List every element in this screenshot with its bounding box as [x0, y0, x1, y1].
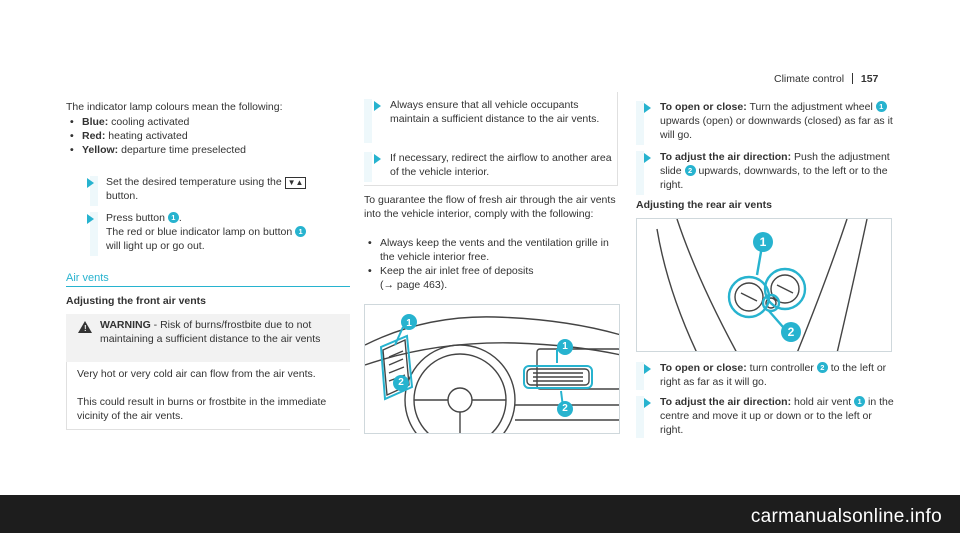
- callout-2: 2: [685, 165, 696, 176]
- step-redirect: If necessary, redirect the airflow to another area of the vehicle interior.: [364, 152, 614, 182]
- guarantee-list: [368, 237, 620, 292]
- step-press-button: Press button 1 . The red or blue indicator lamp on button 1 will light up or go out.: [90, 212, 350, 256]
- callout-2: 2: [817, 362, 828, 373]
- list-item: • Keep the air inlet free of deposits (→ page 463).: [368, 264, 534, 291]
- step-arrow-icon: [644, 103, 651, 113]
- page-number: 157: [860, 73, 879, 85]
- list-item: • Red: heating activated: [70, 129, 188, 142]
- step-arrow-icon: [87, 178, 94, 188]
- colour-list: [70, 116, 346, 158]
- header-divider: [852, 73, 853, 84]
- step-set-temperature: Set the desired temperature using the ▼▲ button.: [90, 176, 350, 206]
- colour-intro: The indicator lamp colours mean the following:: [66, 101, 283, 113]
- rear-vents-illustration: [636, 218, 892, 352]
- list-item: • Blue: cooling activated: [70, 116, 190, 128]
- list-item: • Yellow: departure time preselected: [70, 143, 247, 156]
- step-open-close-front: To open or close: Turn the adjustment wheel 1 upwards (open) or downwards (closed) as far as it will go.: [636, 101, 896, 145]
- step-arrow-icon: [87, 214, 94, 224]
- step-arrow-icon: [374, 154, 381, 164]
- callout-2: 2: [393, 375, 409, 391]
- callout-2: 2: [557, 401, 573, 417]
- warning-text: - Risk of burns/frostbite due to not maintaining a sufficient distance to the air vents: [100, 319, 321, 345]
- callout-1: 1: [295, 226, 306, 237]
- running-header: [774, 73, 878, 87]
- callout-2: 2: [781, 322, 801, 342]
- step-open-close-rear: To open or close: turn controller 2 to the left or right as far as it will go.: [636, 362, 896, 390]
- warning-detail: Very hot or very cold air can flow from the air vents. This could result in burns or frostbite in the immediate vicinity of the air vents.: [66, 362, 350, 430]
- page-reference-link[interactable]: (→ page 463).: [380, 278, 448, 291]
- subheading: Adjusting the front air vents: [66, 295, 207, 307]
- section-title: Air vents: [66, 272, 109, 284]
- step-direction-rear: To adjust the air direction: hold air vent 1 in the centre and move it up or down or to the left or right.: [636, 396, 896, 438]
- callout-1: 1: [401, 314, 417, 330]
- warning-label: WARNING: [100, 319, 151, 331]
- footer-bar: [0, 495, 960, 533]
- callout-1: 1: [557, 339, 573, 355]
- callout-1: 1: [876, 101, 887, 112]
- temperature-button-icon: ▼▲: [285, 177, 307, 189]
- subheading-rear: Adjusting the rear air vents: [636, 199, 772, 211]
- callout-1: 1: [753, 232, 773, 252]
- callout-1: 1: [854, 396, 865, 407]
- front-vents-illustration: [364, 304, 620, 434]
- step-arrow-icon: [374, 101, 381, 111]
- step-arrow-icon: [644, 364, 651, 374]
- list-item: • Always keep the vents and the ventilation grille in the vehicle interior free.: [368, 237, 609, 263]
- step-arrow-icon: [644, 153, 651, 163]
- step-arrow-icon: [644, 398, 651, 408]
- watermark: carmanualsonline.info: [750, 506, 942, 527]
- step-direction-front: To adjust the air direction: Push the adjustment slide 2 upwards, downwards, to the left or to the right.: [636, 151, 896, 195]
- section-rule: [66, 286, 350, 287]
- section-name: Climate control: [774, 73, 845, 85]
- guarantee-paragraph: To guarantee the flow of fresh air through the air vents into the vehicle interior, comply with the following:: [364, 194, 616, 220]
- warning-box: ! WARNING - Risk of burns/frostbite due to not maintaining a sufficient distance to the air vents: [66, 314, 350, 362]
- callout-1: 1: [168, 212, 179, 223]
- step-distance: Always ensure that all vehicle occupants maintain a sufficient distance to the air vents.: [364, 99, 614, 143]
